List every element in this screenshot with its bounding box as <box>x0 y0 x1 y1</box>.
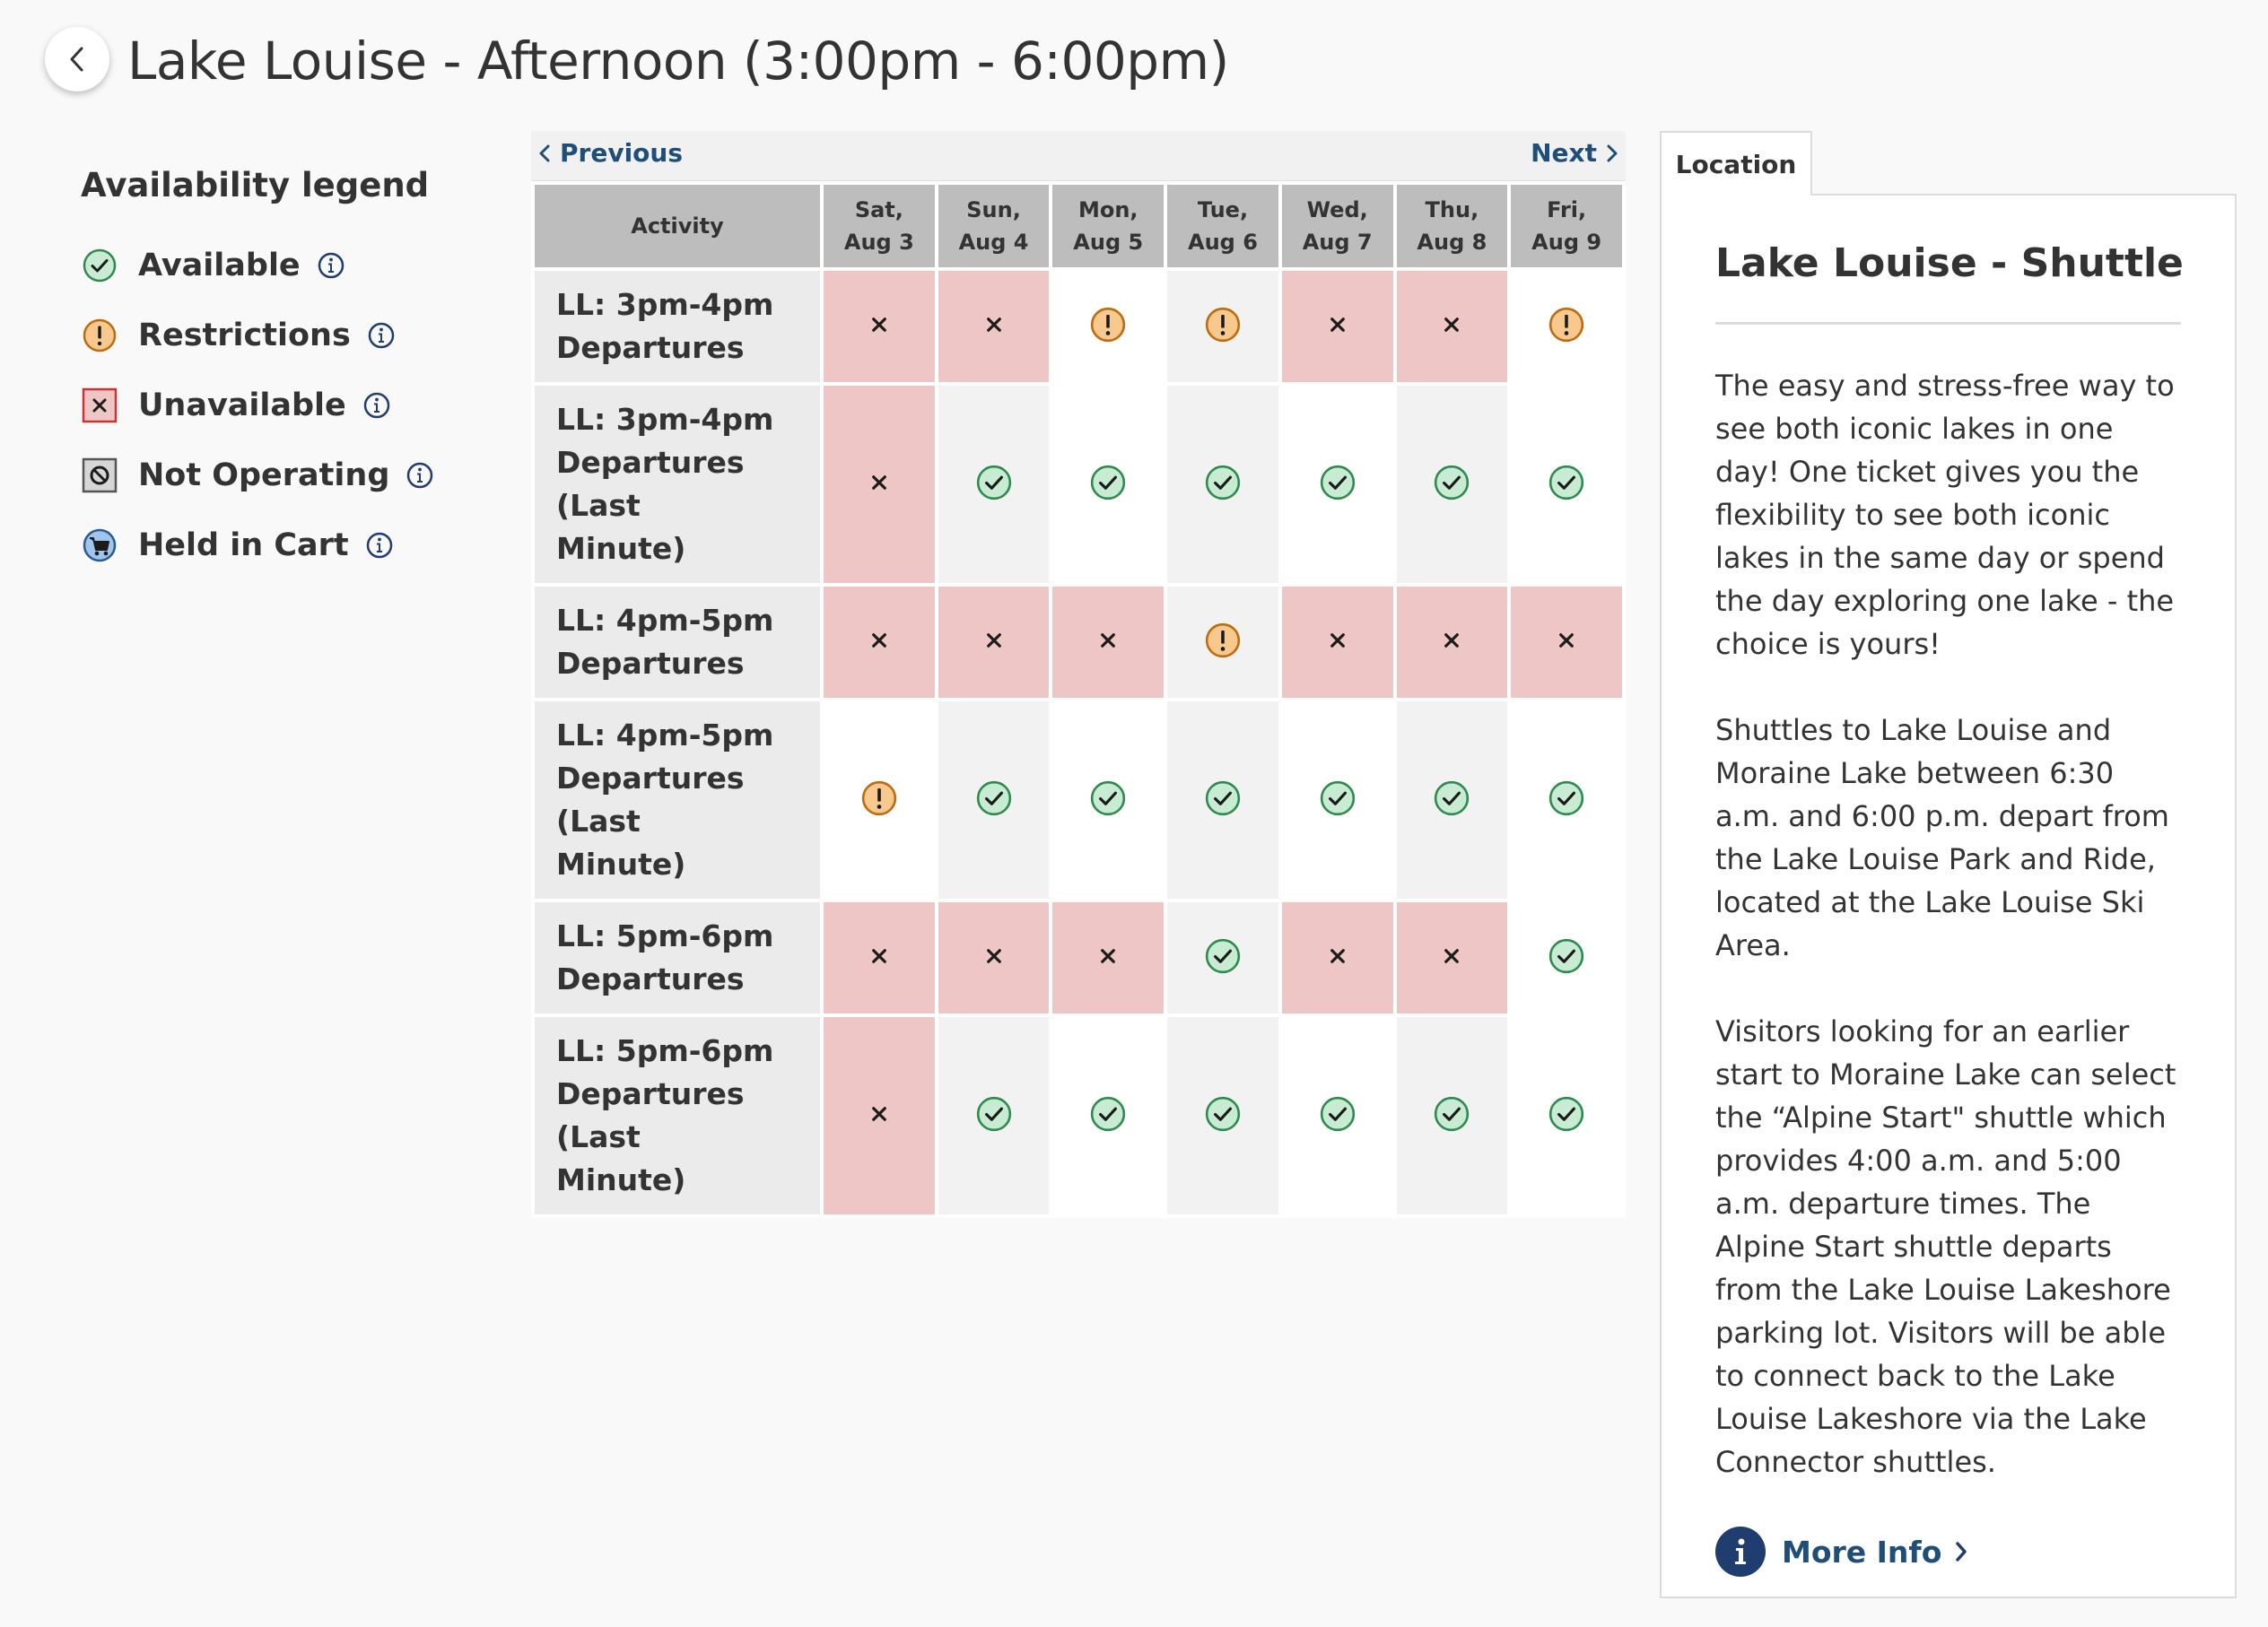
chevron-left-icon <box>538 144 551 163</box>
availability-cell-unavailable <box>1052 587 1164 698</box>
legend-item-held <box>81 520 458 570</box>
check-circle-icon <box>1548 464 1585 501</box>
activity-line: LL: 4pm-5pm <box>556 603 774 638</box>
availability-cell-restricted[interactable] <box>824 701 935 899</box>
exclamation-circle-icon <box>1548 306 1585 344</box>
info-icon <box>1715 1527 1766 1577</box>
availability-cell-unavailable <box>938 902 1050 1014</box>
activity-line: Minute) <box>556 531 686 566</box>
location-panel <box>1660 131 2237 1600</box>
info-icon[interactable] <box>317 251 345 280</box>
availability-table <box>531 181 1626 1218</box>
day-date: Aug 3 <box>843 230 914 255</box>
activity-line: Minute) <box>556 847 686 882</box>
location-content <box>1660 194 2237 1598</box>
legend-item-unavailable <box>81 380 458 431</box>
day-of-week: Tue, <box>1197 197 1249 222</box>
cart-icon <box>81 526 118 564</box>
page-title: Lake Louise - Afternoon (3:00pm - 6:00pm) <box>127 30 1229 91</box>
table-row <box>535 386 1622 583</box>
next-button[interactable] <box>1531 138 1618 168</box>
activity-line: Departures (Last <box>556 445 745 523</box>
day-of-week: Fri, <box>1547 197 1587 222</box>
availability-cell-unavailable <box>824 587 935 698</box>
day-column-header <box>1052 185 1164 267</box>
availability-cell-available[interactable] <box>1282 1017 1393 1214</box>
availability-cell-unavailable <box>1052 902 1164 1014</box>
activity-line: Departures <box>556 330 745 365</box>
more-info-label: More Info <box>1782 1534 1942 1570</box>
activity-line: Minute) <box>556 1162 686 1197</box>
check-circle-icon <box>1319 1095 1356 1133</box>
x-icon <box>860 622 898 659</box>
activity-line: Departures (Last <box>556 761 745 839</box>
legend-label: Restrictions <box>138 318 351 353</box>
check-circle-icon <box>1204 779 1242 817</box>
check-circle-icon <box>81 247 118 284</box>
availability-cell-unavailable <box>824 271 935 382</box>
availability-cell-available[interactable] <box>1282 386 1393 583</box>
prohibited-icon <box>81 457 118 494</box>
activity-label <box>535 701 820 899</box>
day-of-week: Wed, <box>1306 197 1368 222</box>
location-paragraph: The easy and stress-free way to see both iconic lakes in one day! One ticket gives you the flexibility to see both iconic lakes in the same day or spend the day exploring one lake - the choice is yours! <box>1715 369 2175 661</box>
availability-cell-unavailable <box>824 1017 935 1214</box>
availability-cell-restricted[interactable] <box>1052 271 1164 382</box>
check-circle-icon <box>1089 779 1127 817</box>
legend-label: Not Operating <box>138 457 390 493</box>
availability-cell-available[interactable] <box>938 701 1050 899</box>
exclamation-circle-icon <box>81 317 118 354</box>
availability-calendar <box>531 131 1626 1218</box>
check-circle-icon <box>1433 464 1470 501</box>
availability-cell-restricted[interactable] <box>1511 271 1622 382</box>
availability-cell-available[interactable] <box>938 1017 1050 1214</box>
location-paragraph: Shuttles to Lake Louise and Moraine Lake between 6:30 a.m. and 6:00 p.m. depart from the Lake Louise Park and Ride, located at the Lake Louise Ski Area. <box>1715 713 2169 962</box>
check-circle-icon <box>1089 1095 1127 1133</box>
x-box-icon <box>81 387 118 424</box>
availability-cell-available[interactable] <box>1511 701 1622 899</box>
availability-cell-unavailable <box>938 271 1050 382</box>
legend-item-available <box>81 240 458 291</box>
previous-button[interactable] <box>538 138 683 168</box>
activity-line: LL: 3pm-4pm <box>556 287 774 322</box>
chevron-right-icon <box>1954 1540 1968 1563</box>
activity-line: LL: 3pm-4pm <box>556 402 774 437</box>
availability-cell-available[interactable] <box>1167 902 1278 1014</box>
availability-cell-restricted[interactable] <box>1167 587 1278 698</box>
previous-label: Previous <box>560 138 684 168</box>
x-icon <box>1319 306 1356 344</box>
legend-label: Unavailable <box>138 387 346 423</box>
availability-cell-unavailable <box>1282 271 1393 382</box>
check-circle-icon <box>1548 779 1585 817</box>
availability-cell-available[interactable] <box>1511 386 1622 583</box>
activity-label <box>535 271 820 382</box>
exclamation-circle-icon <box>860 779 898 817</box>
day-column-header <box>1167 185 1278 267</box>
availability-cell-unavailable <box>1397 587 1508 698</box>
availability-cell-available[interactable] <box>1052 1017 1164 1214</box>
check-circle-icon <box>1204 1095 1242 1133</box>
info-icon[interactable] <box>365 531 394 560</box>
more-info-link[interactable] <box>1715 1527 2181 1577</box>
availability-cell-unavailable <box>1282 902 1393 1014</box>
exclamation-circle-icon <box>1089 306 1127 344</box>
day-column-header <box>1282 185 1393 267</box>
legend-label: Held in Cart <box>138 527 349 563</box>
day-column-header <box>824 185 935 267</box>
activity-line: Departures <box>556 646 745 681</box>
x-icon <box>1319 937 1356 975</box>
check-circle-icon <box>1089 464 1127 501</box>
availability-cell-available[interactable] <box>1397 386 1508 583</box>
check-circle-icon <box>975 1095 1013 1133</box>
availability-cell-restricted[interactable] <box>1167 271 1278 382</box>
location-paragraph: Visitors looking for an earlier start to Moraine Lake can select the “Alpine Start" shuttle which provides 4:00 a.m. and 5:00 a.m. departure times. The Alpine Start shuttle departs from the Lake Louise Lakeshore parking lot. Visitors will be able to connect back to the Lake Louise Lakeshore via the Lake Connector shuttles. <box>1715 1014 2176 1479</box>
availability-cell-unavailable <box>824 902 935 1014</box>
check-circle-icon <box>1204 464 1242 501</box>
info-icon[interactable] <box>362 391 391 420</box>
legend-item-restricted <box>81 310 458 361</box>
x-icon <box>860 306 898 344</box>
day-date: Aug 4 <box>958 230 1029 255</box>
availability-cell-unavailable <box>1511 587 1622 698</box>
activity-label <box>535 587 820 698</box>
day-of-week: Sat, <box>854 197 903 222</box>
x-icon <box>1548 622 1585 659</box>
day-of-week: Sun, <box>966 197 1021 222</box>
availability-cell-available[interactable] <box>938 386 1050 583</box>
availability-cell-unavailable <box>1397 271 1508 382</box>
check-circle-icon <box>1548 1095 1585 1133</box>
availability-cell-available[interactable] <box>1052 701 1164 899</box>
table-row <box>535 1017 1622 1214</box>
info-icon[interactable] <box>406 461 434 490</box>
x-icon <box>1089 937 1127 975</box>
day-date: Aug 9 <box>1531 230 1602 255</box>
availability-cell-available[interactable] <box>1511 1017 1622 1214</box>
x-icon <box>1433 937 1470 975</box>
check-circle-icon <box>975 464 1013 501</box>
x-icon <box>975 622 1013 659</box>
table-row <box>535 587 1622 698</box>
x-icon <box>1433 306 1470 344</box>
availability-cell-unavailable <box>1397 902 1508 1014</box>
check-circle-icon <box>1319 779 1356 817</box>
x-icon <box>860 937 898 975</box>
activity-label <box>535 1017 820 1214</box>
check-circle-icon <box>1319 464 1356 501</box>
activity-line: Departures (Last <box>556 1076 745 1154</box>
availability-cell-available[interactable] <box>1167 1017 1278 1214</box>
availability-cell-available[interactable] <box>1167 386 1278 583</box>
day-date: Aug 6 <box>1188 230 1258 255</box>
activity-label <box>535 386 820 583</box>
day-date: Aug 7 <box>1302 230 1373 255</box>
check-circle-icon <box>1433 779 1470 817</box>
availability-cell-available[interactable] <box>1052 386 1164 583</box>
x-icon <box>975 937 1013 975</box>
availability-cell-available[interactable] <box>1511 902 1622 1014</box>
availability-cell-available[interactable] <box>1397 701 1508 899</box>
activity-line: LL: 4pm-5pm <box>556 718 774 753</box>
availability-cell-unavailable <box>824 386 935 583</box>
x-icon <box>1319 622 1356 659</box>
availability-cell-available[interactable] <box>1397 1017 1508 1214</box>
table-row <box>535 701 1622 899</box>
day-of-week: Thu, <box>1425 197 1479 222</box>
availability-legend <box>81 166 458 590</box>
day-date: Aug 5 <box>1073 230 1144 255</box>
legend-title: Availability legend <box>81 166 430 204</box>
activity-line: Departures <box>556 961 745 996</box>
x-icon <box>975 306 1013 344</box>
availability-cell-unavailable <box>938 587 1050 698</box>
table-row <box>535 902 1622 1014</box>
chevron-right-icon <box>1606 144 1618 163</box>
x-icon <box>860 464 898 501</box>
activity-label <box>535 902 820 1014</box>
day-of-week: Mon, <box>1077 197 1138 222</box>
availability-cell-available[interactable] <box>1282 701 1393 899</box>
availability-cell-available[interactable] <box>1167 701 1278 899</box>
x-icon <box>1433 622 1470 659</box>
x-icon <box>860 1095 898 1133</box>
check-circle-icon <box>975 779 1013 817</box>
check-circle-icon <box>1204 937 1242 975</box>
tab-location[interactable]: Location <box>1660 131 1812 196</box>
legend-label: Available <box>138 248 301 283</box>
day-column-header <box>938 185 1050 267</box>
location-title: Lake Louise - Shuttle <box>1715 240 2181 325</box>
activity-column-header: Activity <box>535 185 820 267</box>
exclamation-circle-icon <box>1204 306 1242 344</box>
exclamation-circle-icon <box>1204 622 1242 659</box>
activity-line: LL: 5pm-6pm <box>556 1033 774 1068</box>
calendar-nav <box>531 131 1626 181</box>
next-label: Next <box>1531 138 1597 168</box>
legend-item-not-operating <box>81 450 458 500</box>
back-button[interactable] <box>45 27 109 91</box>
day-column-header <box>1511 185 1622 267</box>
day-date: Aug 8 <box>1417 230 1487 255</box>
check-circle-icon <box>1433 1095 1470 1133</box>
x-icon <box>1089 622 1127 659</box>
day-column-header <box>1397 185 1508 267</box>
activity-line: LL: 5pm-6pm <box>556 918 774 953</box>
check-circle-icon <box>1548 937 1585 975</box>
info-icon[interactable] <box>367 321 396 350</box>
table-row <box>535 271 1622 382</box>
availability-cell-unavailable <box>1282 587 1393 698</box>
chevron-left-icon <box>67 46 87 73</box>
